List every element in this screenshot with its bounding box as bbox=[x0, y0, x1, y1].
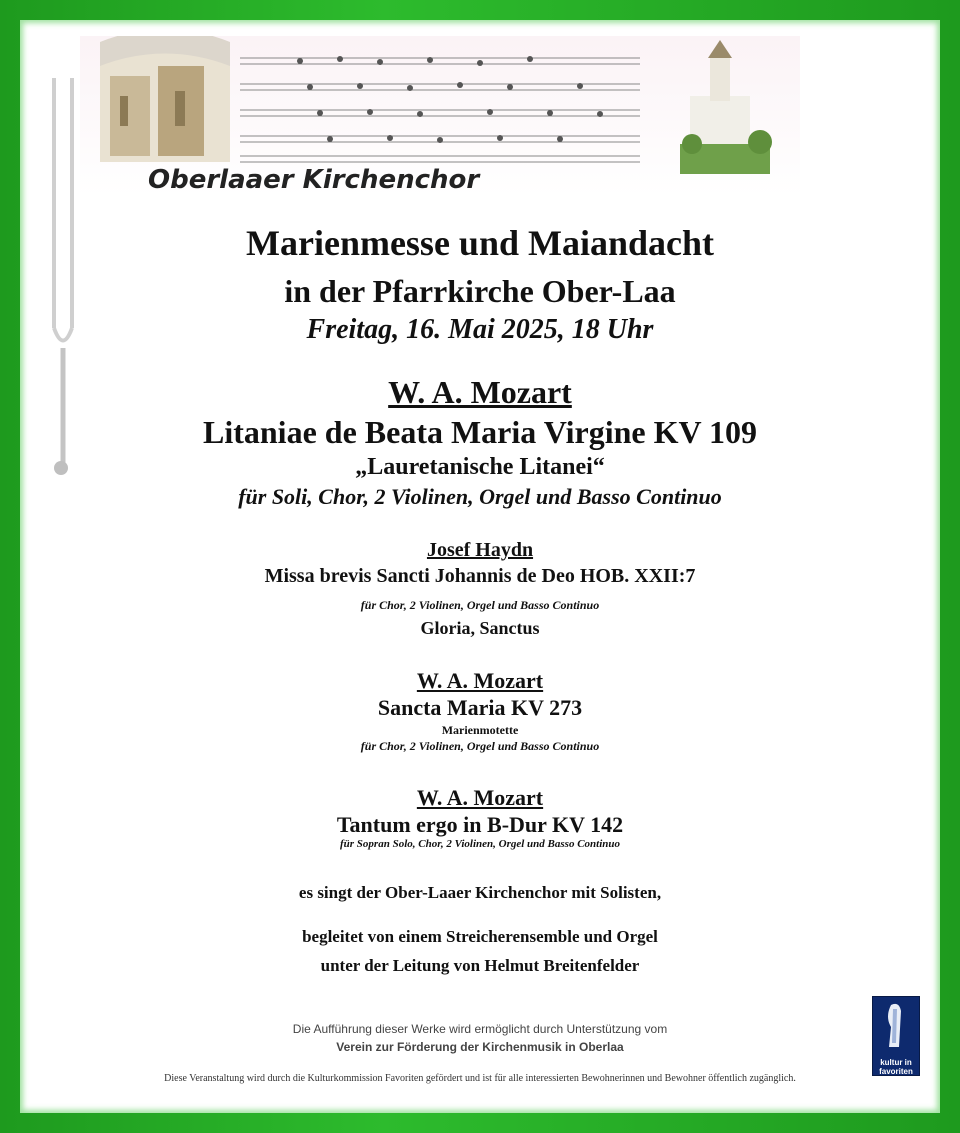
work-3-composer: W. A. Mozart bbox=[416, 668, 544, 693]
work-1-composer: W. A. Mozart bbox=[388, 374, 572, 410]
work-3-scoring: für Chor, 2 Violinen, Orgel und Basso Continuo bbox=[360, 739, 600, 753]
performers-line-2: begleitet von einem Streicherensemble und Orgel bbox=[302, 927, 658, 946]
church-interior-image bbox=[100, 36, 230, 162]
work-2-title: Missa brevis Sancti Johannis de Deo HOB. XXII:7 bbox=[264, 565, 696, 587]
date-line: Freitag, 16. Mai 2025, 18 Uhr bbox=[306, 314, 654, 345]
title-line-2: in der Pfarrkirche Ober-Laa bbox=[284, 273, 676, 309]
work-1-subtitle: „Lauretanische Litanei“ bbox=[355, 454, 605, 480]
support-line-1: Die Aufführung dieser Werke wird ermöglicht durch Unterstützung vom bbox=[292, 1022, 668, 1036]
work-2 bbox=[20, 539, 940, 562]
kultur-in-favoriten-logo bbox=[872, 996, 920, 1076]
support-line-2: Verein zur Förderung der Kirchenmusik in Oberlaa bbox=[336, 1040, 624, 1054]
work-1-scoring: für Soli, Chor, 2 Violinen, Orgel und Basso Continuo bbox=[238, 484, 722, 509]
disclaimer: Diese Veranstaltung wird durch die Kulturkommission Favoriten gefördert und ist für alle interessierten Bewohnerinnen und Bewohner öffentlich zugänglich. bbox=[164, 1073, 796, 1084]
work-2-composer: Josef Haydn bbox=[426, 539, 534, 561]
work-4-scoring: für Sopran Solo, Chor, 2 Violinen, Orgel und Basso Continuo bbox=[340, 838, 620, 850]
logo-text-1: kultur in bbox=[880, 1058, 912, 1067]
work-3 bbox=[20, 668, 940, 694]
choir-name: Oberlaaer Kirchenchor bbox=[148, 165, 480, 195]
poster bbox=[20, 20, 940, 1113]
logo-figure-icon bbox=[873, 997, 919, 1053]
banner-graphic bbox=[80, 36, 800, 196]
work-4-composer: W. A. Mozart bbox=[416, 785, 544, 810]
title-line-1: Marienmesse und Maiandacht bbox=[246, 223, 714, 263]
performers-line-3: unter der Leitung von Helmut Breitenfelder bbox=[320, 956, 640, 975]
work-3-title: Sancta Maria KV 273 bbox=[377, 695, 583, 720]
work-4-title: Tantum ergo in B-Dur KV 142 bbox=[336, 812, 624, 837]
logo-text-2: favoriten bbox=[879, 1067, 913, 1076]
performers-line-1: es singt der Ober-Laaer Kirchenchor mit Solisten, bbox=[298, 883, 662, 902]
banner bbox=[80, 36, 800, 196]
work-2-movements: Gloria, Sanctus bbox=[420, 618, 540, 638]
work-1 bbox=[20, 374, 940, 411]
work-1-title: Litaniae de Beata Maria Virgine KV 109 bbox=[202, 414, 758, 450]
work-4 bbox=[20, 785, 940, 811]
work-2-scoring: für Chor, 2 Violinen, Orgel und Basso Continuo bbox=[360, 598, 600, 612]
work-3-subtitle: Marienmotette bbox=[441, 723, 519, 737]
